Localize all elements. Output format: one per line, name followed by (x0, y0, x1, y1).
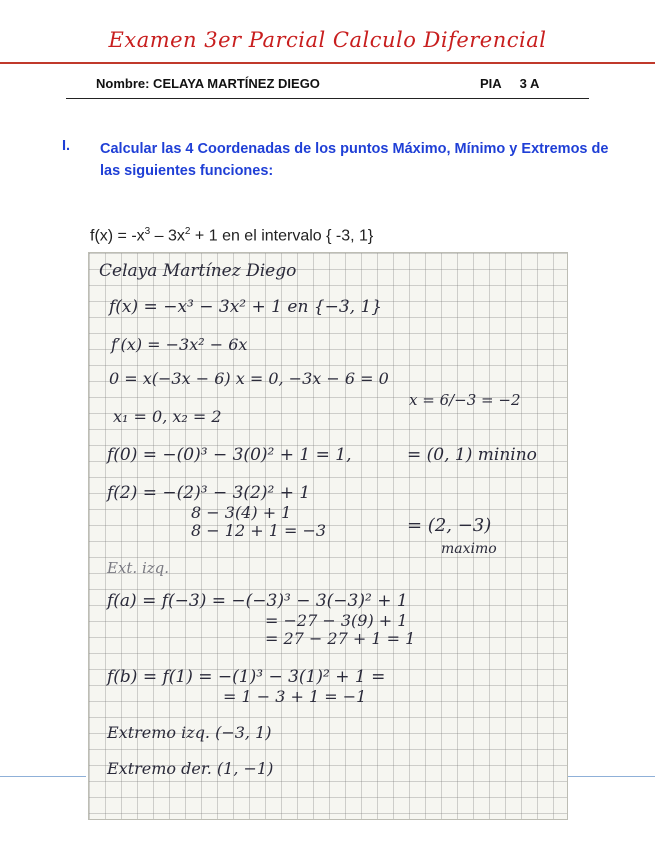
hw-eval-fb: f(b) = f(1) = −(1)³ − 3(1)² + 1 = (107, 667, 386, 687)
hw-student-name: Celaya Martínez Diego (99, 261, 297, 281)
exponent-2: 2 (184, 226, 191, 237)
hw-minimum: = (0, 1) minino (407, 445, 537, 465)
exam-title: Examen 3er Parcial Calculo Diferencial (108, 28, 547, 52)
hw-derivative: f′(x) = −3x² − 6x (111, 335, 248, 354)
function-suffix: + 1 en el intervalo { -3, 1} (190, 227, 374, 245)
hw-solve-x: x = 6/−3 = −2 (409, 391, 521, 409)
student-name: Nombre: CELAYA MARTÍNEZ DIEGO (96, 76, 320, 91)
function-middle: – 3x (150, 227, 185, 245)
hw-eval-fa-step2: = 27 − 27 + 1 = 1 (265, 629, 416, 648)
hw-factor: 0 = x(−3x − 6) x = 0, −3x − 6 = 0 (109, 369, 389, 388)
hw-right-extreme: Extremo der. (1, −1) (107, 759, 274, 778)
hw-maximum: = (2, −3) (407, 515, 492, 536)
hw-left-extreme: Extremo izq. (−3, 1) (107, 723, 272, 742)
hw-function: f(x) = −x³ − 3x² + 1 en {−3, 1} (109, 297, 383, 317)
question-number: I. (62, 138, 71, 154)
hw-maximum-label: maximo (441, 541, 497, 557)
group-label: PIA (480, 76, 502, 91)
function-prefix: f(x) = -x (90, 227, 145, 245)
group-info (480, 76, 539, 91)
handwritten-sheet (88, 252, 568, 820)
left-footer-rule (0, 776, 86, 777)
hw-eval-f0: f(0) = −(0)³ − 3(0)² + 1 = 1, (107, 445, 352, 465)
hw-eval-fa-step1: = −27 − 3(9) + 1 (265, 611, 408, 630)
function-statement (90, 226, 373, 245)
exponent-3: 3 (144, 226, 151, 237)
hw-eval-fb-step1: = 1 − 3 + 1 = −1 (223, 687, 367, 706)
hw-eval-f2-step2: 8 − 12 + 1 = −3 (191, 521, 327, 540)
hw-critical-points: x₁ = 0, x₂ = 2 (113, 407, 222, 426)
name-divider (66, 98, 589, 99)
hw-eval-f2: f(2) = −(2)³ − 3(2)² + 1 (107, 483, 311, 503)
hw-ext-izq-label: Ext. izq. (107, 559, 170, 577)
right-footer-rule (568, 776, 655, 777)
hw-eval-fa: f(a) = f(−3) = −(−3)³ − 3(−3)² + 1 (107, 591, 408, 611)
question-text: Calcular las 4 Coordenadas de los puntos Máximo, Mínimo y Extremos de las siguientes funciones: (100, 141, 609, 179)
group-value: 3 A (519, 76, 540, 91)
hw-eval-f2-step1: 8 − 3(4) + 1 (191, 503, 292, 522)
header-divider (0, 62, 655, 64)
